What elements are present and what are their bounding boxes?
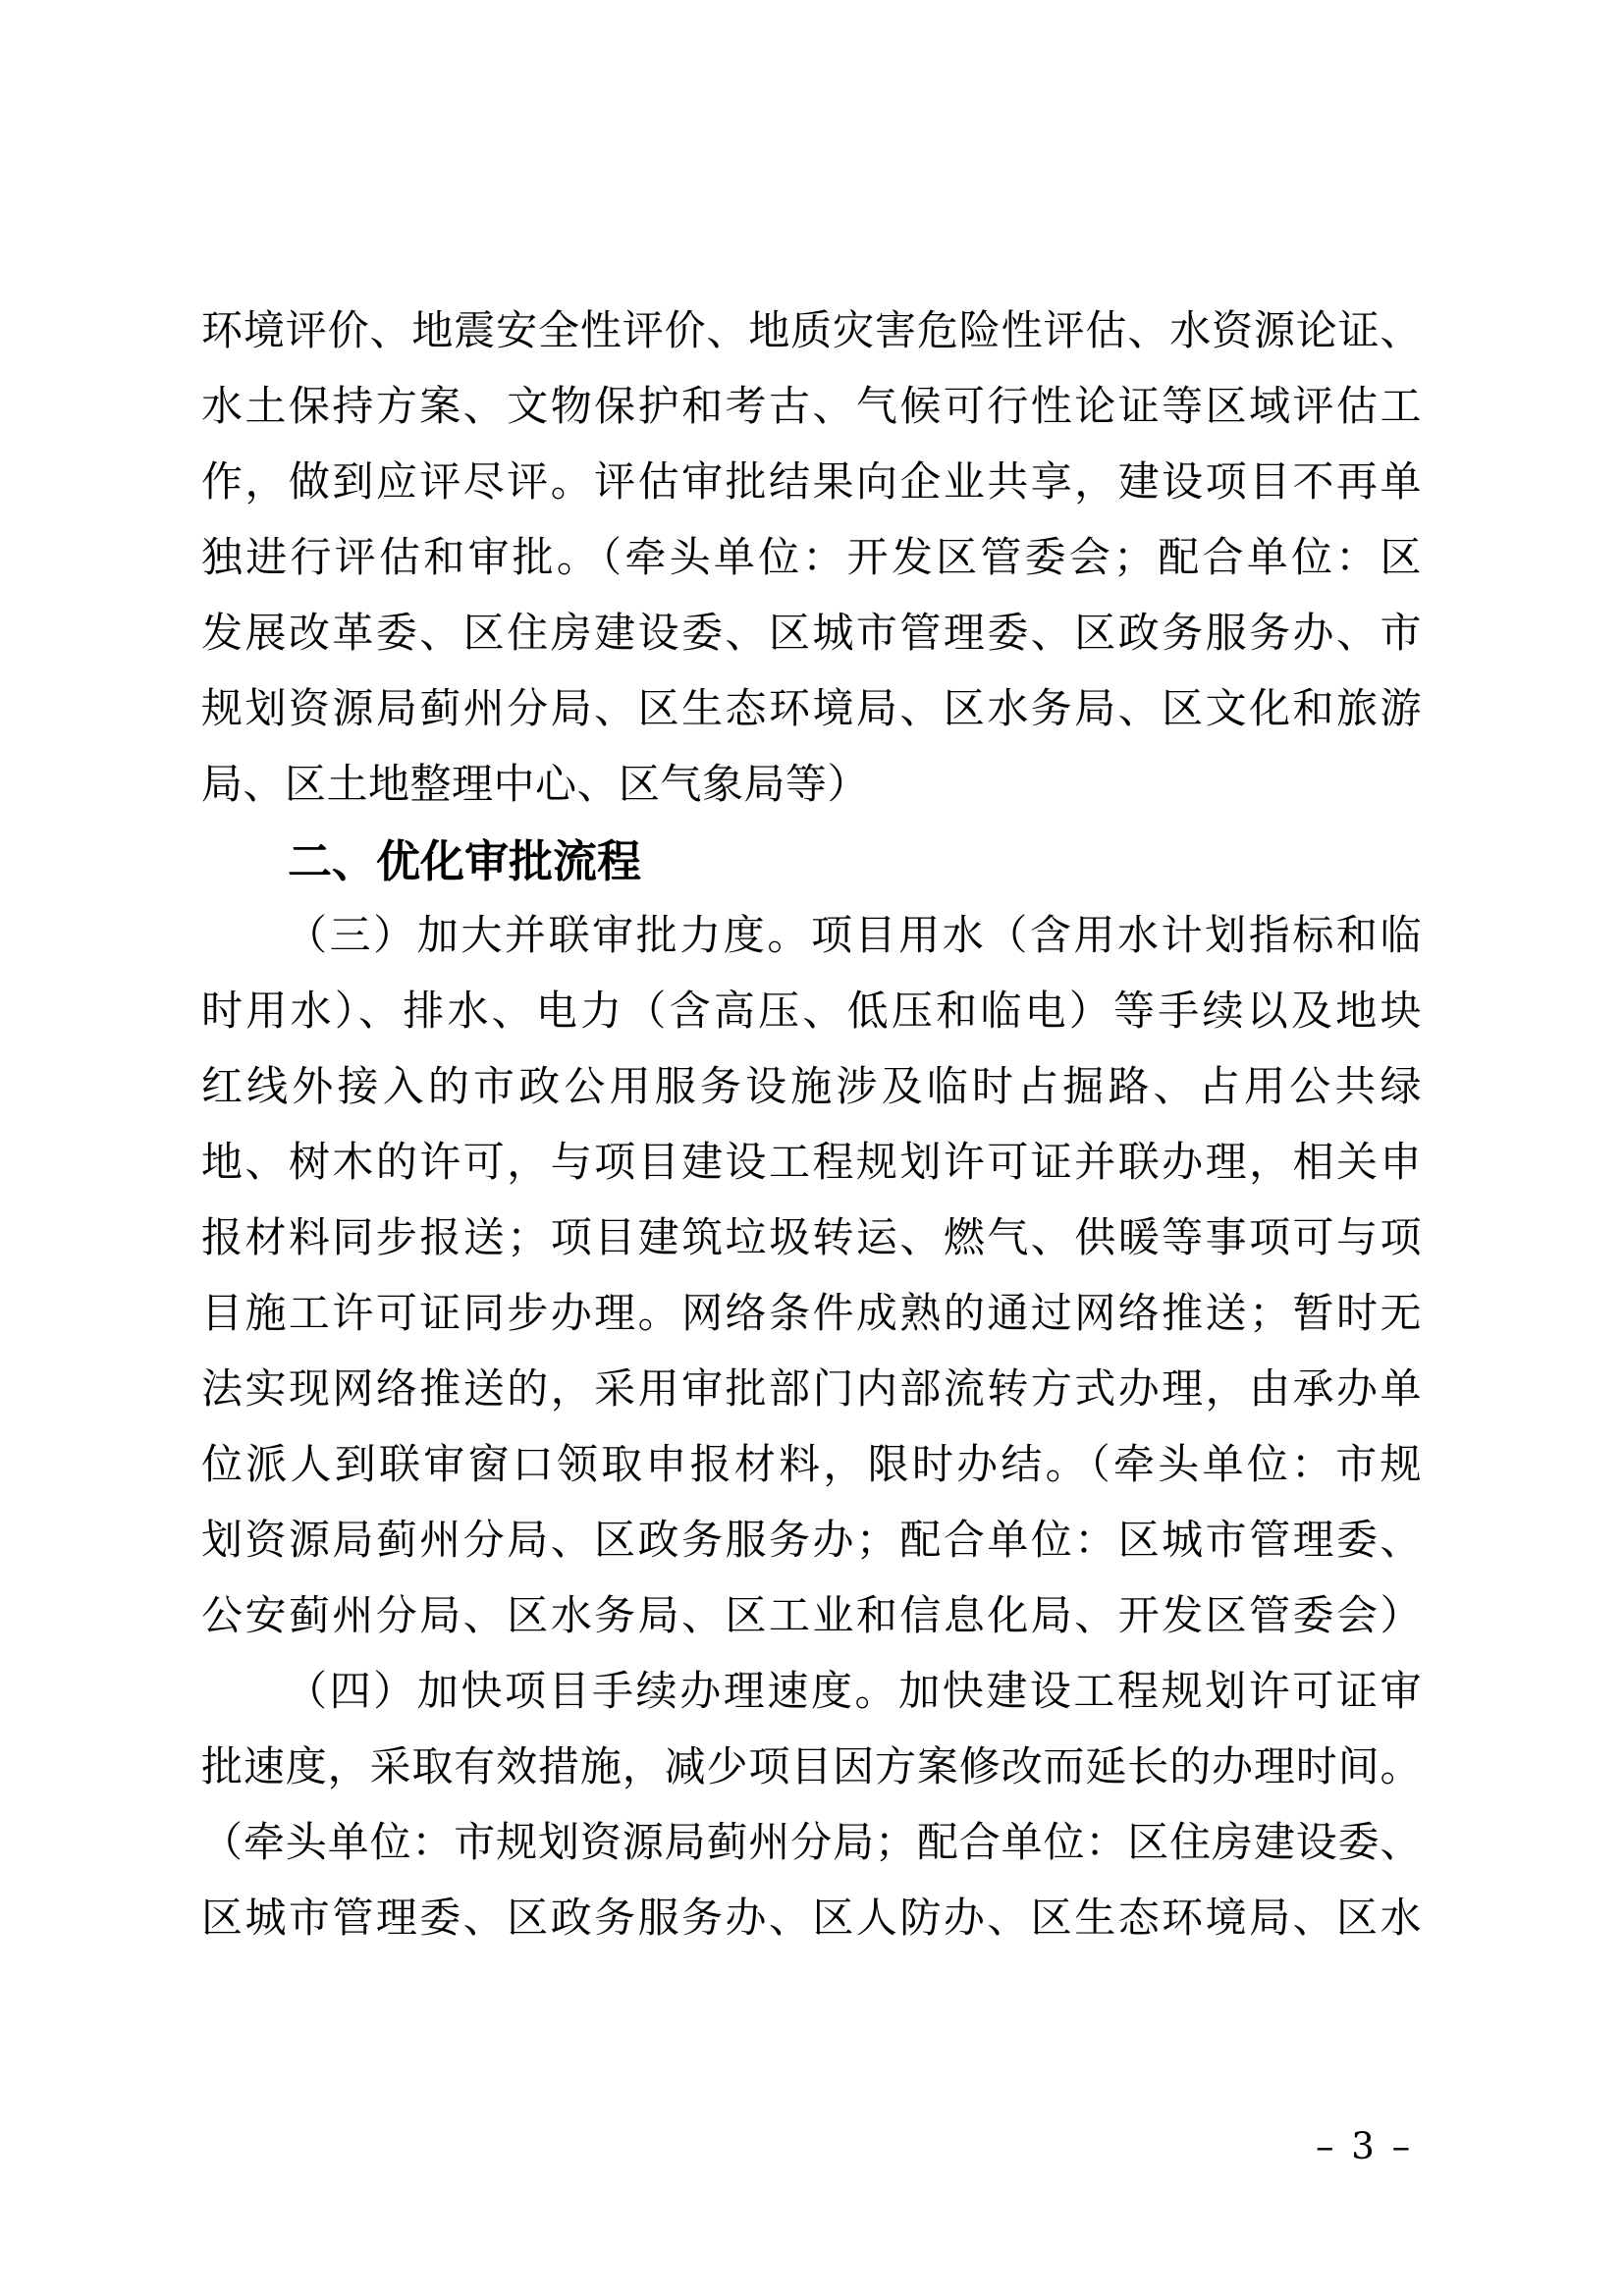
- text-line: 规划资源局蓟州分局、区生态环境局、区水务局、区文化和旅游: [201, 687, 1422, 732]
- text-line: 局、区土地整理中心、区气象局等）: [201, 763, 870, 808]
- text-line: 时用水）、排水、电力（含高压、低压和临电）等手续以及地块: [201, 989, 1422, 1035]
- text-line: （牵头单位：市规划资源局蓟州分局；配合单位：区住房建设委、: [201, 1821, 1422, 1866]
- paragraph-continuation: [201, 294, 1422, 824]
- text-line: 位派人到联审窗口领取申报材料，限时办结。（牵头单位：市规: [201, 1443, 1422, 1488]
- text-line: 区城市管理委、区政务服务办、区人防办、区生态环境局、区水: [201, 1896, 1422, 1942]
- text-column: [201, 294, 1422, 1957]
- text-line: 水土保持方案、文物保护和考古、气候可行性论证等区域评估工: [201, 385, 1422, 430]
- text-line: 地、树木的许可，与项目建设工程规划许可证并联办理，相关申: [201, 1141, 1422, 1186]
- text-line: 环境评价、地震安全性评价、地质灾害危险性评估、水资源论证、: [201, 309, 1422, 354]
- section-heading: 二、优化审批流程: [288, 836, 642, 886]
- text-line: 作，做到应评尽评。评估审批结果向企业共享，建设项目不再单: [201, 460, 1422, 506]
- text-line: 公安蓟州分局、区水务局、区工业和信息化局、开发区管委会）: [201, 1594, 1422, 1639]
- text-line: 红线外接入的市政公用服务设施涉及临时占掘路、占用公共绿: [201, 1065, 1422, 1110]
- paragraph-item-4: [201, 1655, 1422, 1957]
- paragraph-item-3: [201, 899, 1422, 1655]
- text-line: 发展改革委、区住房建设委、区城市管理委、区政务服务办、市: [201, 612, 1422, 657]
- text-line: 划资源局蓟州分局、区政务服务办；配合单位：区城市管理委、: [201, 1519, 1422, 1564]
- page-number: – 3 –: [1316, 2125, 1414, 2167]
- section-heading-block: [201, 824, 1422, 899]
- text-line: （四）加快项目手续办理速度。加快建设工程规划许可证审: [286, 1670, 1422, 1715]
- text-line: 报材料同步报送；项目建筑垃圾转运、燃气、供暖等事项可与项: [201, 1216, 1422, 1261]
- text-line: 独进行评估和审批。（牵头单位：开发区管委会；配合单位：区: [201, 536, 1422, 581]
- text-line: 目施工许可证同步办理。网络条件成熟的通过网络推送；暂时无: [201, 1292, 1422, 1337]
- text-line: （三）加大并联审批力度。项目用水（含用水计划指标和临: [286, 914, 1422, 959]
- text-line: 批速度，采取有效措施，减少项目因方案修改而延长的办理时间。: [201, 1745, 1422, 1790]
- text-line: 法实现网络推送的，采用审批部门内部流转方式办理，由承办单: [201, 1367, 1422, 1413]
